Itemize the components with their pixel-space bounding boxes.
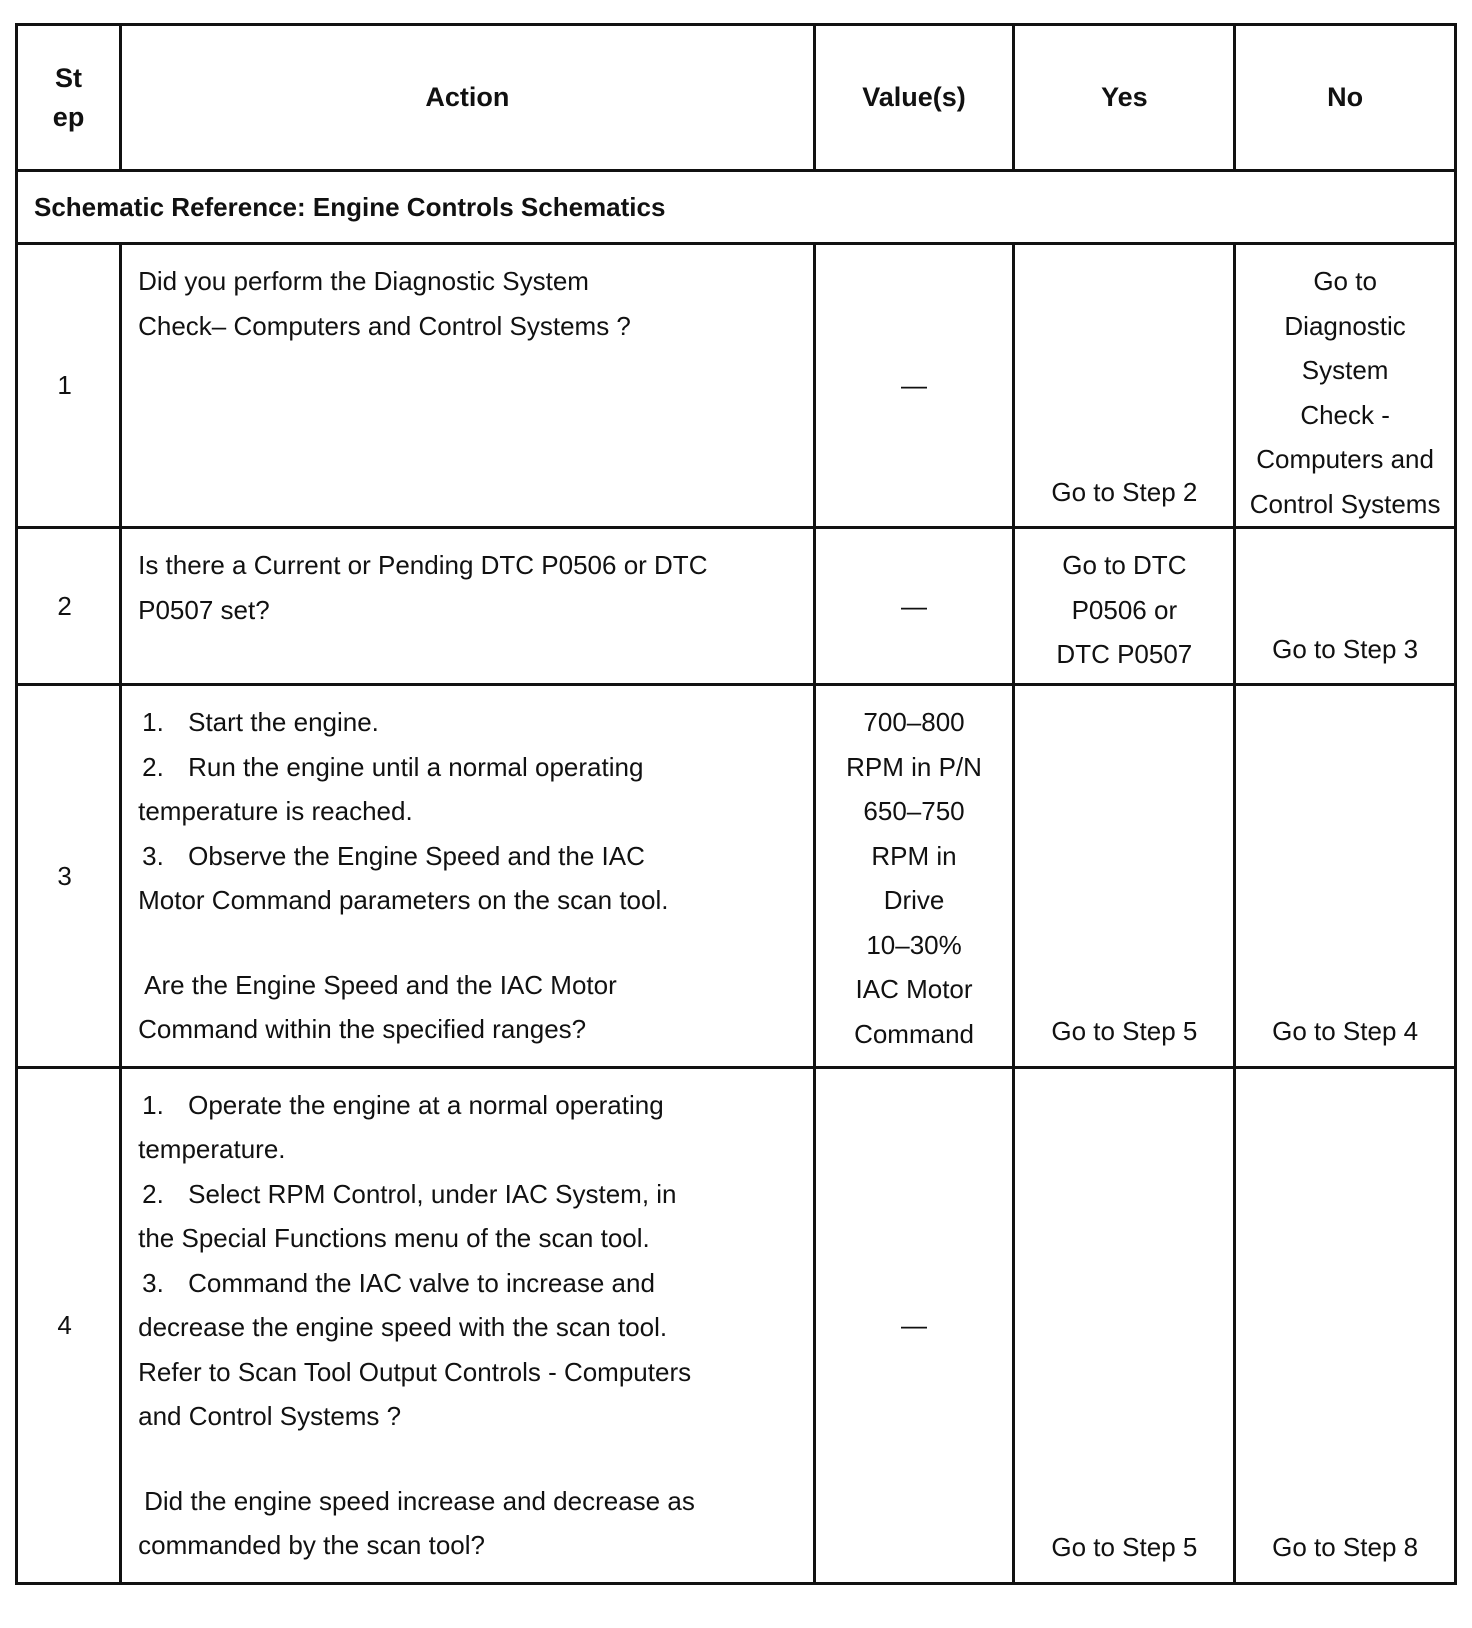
no-link[interactable]: Go to Step 8 [1272, 1532, 1419, 1562]
question-line: Did the engine speed increase and decrease as [144, 1485, 695, 1516]
yes-cell [1014, 244, 1235, 528]
item-text: Start the engine. [188, 707, 379, 737]
yes-link[interactable]: Go to Step 2 [1051, 476, 1198, 507]
header-action: Action [121, 25, 814, 171]
step-number: 4 [17, 1067, 121, 1583]
step-number: 1 [17, 244, 121, 528]
value-line: 10–30% [866, 929, 962, 960]
action-item [138, 700, 798, 745]
action-cell [121, 685, 814, 1068]
value-cell [814, 685, 1014, 1068]
no-line: Check - [1300, 399, 1390, 430]
no-cell [1235, 1067, 1456, 1583]
no-cell[interactable] [1235, 244, 1456, 528]
header-step-line2: ep [52, 101, 85, 132]
item-text: Select RPM Control, under IAC System, in [188, 1178, 677, 1209]
no-line: Control Systems [1249, 488, 1441, 519]
header-step [17, 25, 121, 171]
yes-line: DTC P0507 [1056, 639, 1193, 669]
yes-line: P0506 or [1071, 594, 1178, 625]
yes-cell [1014, 1067, 1235, 1583]
value-cell: — [814, 1067, 1014, 1583]
action-line: Check– Computers and Control Systems ? [138, 310, 631, 341]
item-text: Run the engine until a normal operating [188, 751, 644, 782]
value-line: Drive [883, 885, 945, 915]
action-item [138, 1261, 798, 1306]
no-line: Computers and [1256, 444, 1434, 474]
value-line: IAC Motor [855, 974, 973, 1004]
table-row [17, 244, 1456, 528]
value-cell: — [814, 244, 1014, 528]
item-number: 3. [142, 1267, 164, 1298]
step-number: 3 [17, 685, 121, 1068]
item-number: 2. [142, 1178, 164, 1209]
item-number: 1. [142, 1089, 164, 1120]
yes-cell [1014, 685, 1235, 1068]
action-line: Did you perform the Diagnostic System [138, 266, 589, 296]
action-item [138, 1172, 798, 1217]
refer-line[interactable]: Refer to Scan Tool Output Controls - Computers [138, 1356, 692, 1387]
header-values: Value(s) [814, 25, 1014, 171]
item-text: Observe the Engine Speed and the IAC [188, 840, 645, 871]
refer-line[interactable]: and Control Systems ? [138, 1401, 402, 1431]
yes-link[interactable]: Go to Step 5 [1051, 1532, 1198, 1562]
action-cell [121, 528, 814, 685]
value-line: RPM in [871, 840, 957, 871]
question-line: Command within the specified ranges? [138, 1014, 587, 1044]
no-line: Go to [1313, 266, 1377, 296]
no-cell [1235, 685, 1456, 1068]
action-item [138, 745, 798, 790]
value-line: RPM in P/N [846, 751, 982, 782]
question-line: commanded by the scan tool? [138, 1530, 485, 1560]
diagnostic-table [15, 23, 1457, 1585]
action-line: Is there a Current or Pending DTC P0506 or DTC [138, 550, 708, 580]
schematic-reference-row [17, 171, 1456, 244]
item-continuation: temperature is reached. [138, 796, 413, 826]
table-row [17, 685, 1456, 1068]
item-number: 1. [142, 707, 164, 737]
item-continuation: decrease the engine speed with the scan tool. [138, 1312, 668, 1342]
yes-line: Go to DTC [1062, 550, 1187, 580]
no-cell [1235, 528, 1456, 685]
value-line: Command [854, 1018, 974, 1049]
no-line: Diagnostic [1284, 310, 1406, 341]
action-line: P0507 set? [138, 594, 270, 625]
header-row [17, 25, 1456, 171]
value-line: 700–800 [863, 707, 965, 737]
action-item [138, 1083, 798, 1128]
item-continuation: temperature. [138, 1134, 286, 1164]
item-number: 3. [142, 840, 164, 871]
value-cell: — [814, 528, 1014, 685]
item-text: Command the IAC valve to increase and [188, 1267, 655, 1298]
action-cell [121, 1067, 814, 1583]
yes-link[interactable]: Go to Step 5 [1051, 1016, 1198, 1046]
action-cell [121, 244, 814, 528]
item-continuation: the Special Functions menu of the scan tool. [138, 1223, 650, 1253]
yes-cell[interactable] [1014, 528, 1235, 685]
no-link[interactable]: Go to Step 4 [1272, 1016, 1419, 1046]
no-line: System [1301, 355, 1389, 385]
value-line: 650–750 [863, 796, 965, 826]
table-row [17, 528, 1456, 685]
item-number: 2. [142, 751, 164, 782]
action-item [138, 834, 798, 879]
schematic-reference: Schematic Reference: Engine Controls Schematics [17, 171, 1456, 244]
step-number: 2 [17, 528, 121, 685]
question-line: Are the Engine Speed and the IAC Motor [144, 969, 617, 1000]
header-no: No [1235, 25, 1456, 171]
table-row [17, 1067, 1456, 1583]
header-step-line1: St [55, 62, 83, 93]
item-text: Operate the engine at a normal operating [188, 1089, 664, 1120]
header-yes: Yes [1014, 25, 1235, 171]
item-continuation: Motor Command parameters on the scan tool. [138, 885, 669, 915]
no-link[interactable]: Go to Step 3 [1272, 633, 1419, 664]
